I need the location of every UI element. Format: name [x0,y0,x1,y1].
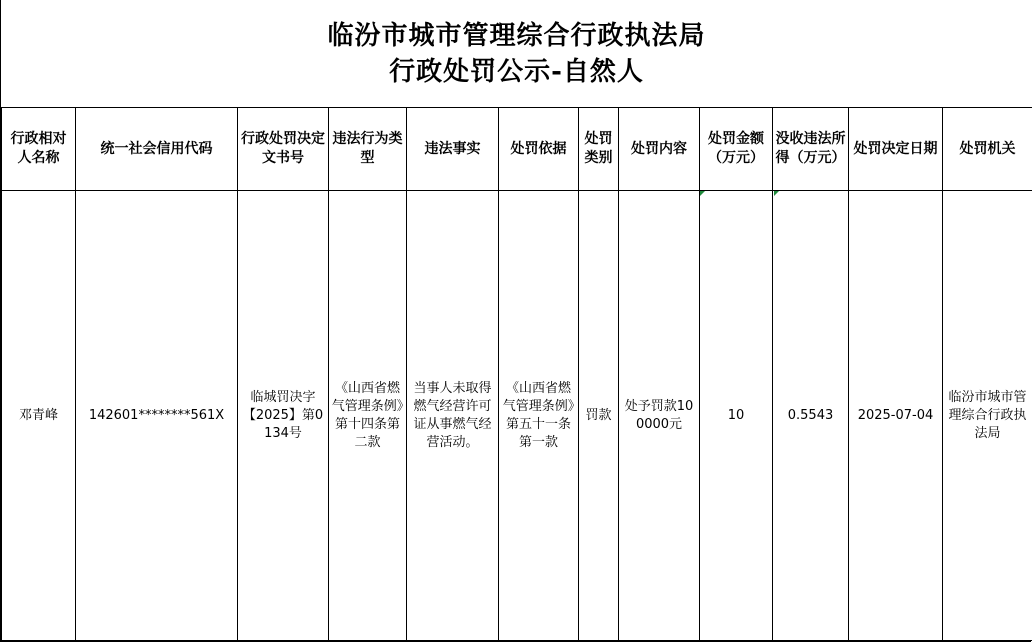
title-block [1,0,1032,108]
cell-decision-date[interactable]: 2025-07-04 [849,191,943,641]
cell-party-name[interactable]: 邓青峰 [2,191,76,641]
header-cell-decision-date[interactable]: 处罚决定日期 [849,108,943,191]
header-cell-authority[interactable]: 处罚机关 [943,108,1032,191]
header-cell-fine-amount[interactable]: 处罚金额（万元） [700,108,773,191]
document-title: 临汾市城市管理综合行政执法局 [327,20,706,51]
cell-confiscated-income[interactable]: 0.5543 [773,191,849,641]
header-cell-confiscated-income[interactable]: 没收违法所得（万元） [773,108,849,191]
header-cell-penalty-content[interactable]: 处罚内容 [619,108,700,191]
header-cell-violation-type[interactable]: 违法行为类型 [329,108,407,191]
cell-authority[interactable]: 临汾市城市管理综合行政执法局 [943,191,1032,641]
header-cell-legal-basis[interactable]: 处罚依据 [499,108,579,191]
header-cell-decision-number[interactable]: 行政处罚决定文书号 [238,108,329,191]
cell-decision-number[interactable]: 临城罚决字【2025】第0134号 [238,191,329,641]
document-subtitle: 行政处罚公示-自然人 [389,56,644,87]
table-row [2,191,1032,641]
comment-marker-icon [774,191,779,196]
cell-credit-code[interactable]: 142601********561X [76,191,238,641]
penalty-table [1,108,1032,641]
header-row [2,108,1032,191]
header-cell-party-name[interactable]: 行政相对人名称 [2,108,76,191]
header-cell-penalty-category[interactable]: 处罚类别 [579,108,619,191]
header-cell-credit-code[interactable]: 统一社会信用代码 [76,108,238,191]
cell-violation-type[interactable]: 《山西省燃气管理条例》第十四条第二款 [329,191,407,641]
cell-legal-basis[interactable]: 《山西省燃气管理条例》第五十一条第一款 [499,191,579,641]
cell-penalty-content[interactable]: 处予罚款100000元 [619,191,700,641]
cell-penalty-category[interactable]: 罚款 [579,191,619,641]
cell-violation-facts[interactable]: 当事人未取得燃气经营许可证从事燃气经营活动。 [407,191,499,641]
comment-marker-icon [700,191,705,196]
header-cell-violation-facts[interactable]: 违法事实 [407,108,499,191]
cell-fine-amount[interactable]: 10 [700,191,773,641]
